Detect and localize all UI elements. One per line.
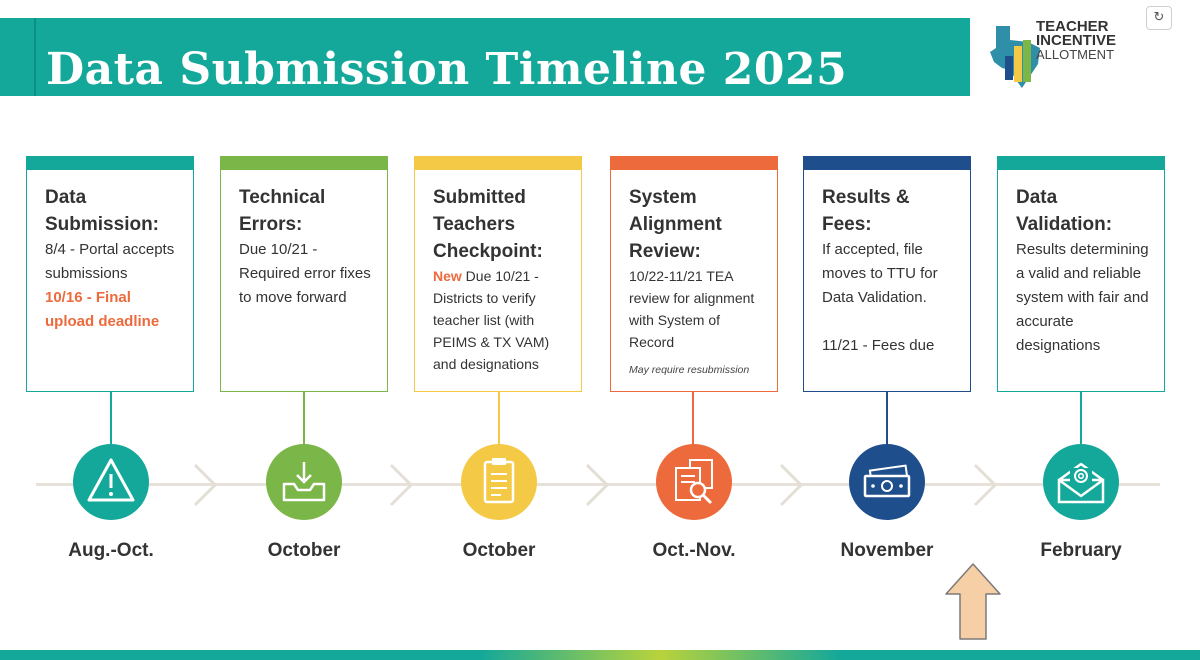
card-highlight: 10/16 - Final upload deadline [45, 289, 160, 330]
logo-text [1036, 20, 1116, 62]
tia-logo [988, 18, 1163, 96]
step-circle-5 [849, 444, 925, 520]
connector-5 [886, 392, 888, 446]
card-results-fees [803, 156, 971, 392]
card-heading: Results & Fees: [822, 187, 910, 235]
card-heading: Data Validation: [1016, 187, 1113, 235]
logo-line-3: ALLOTMENT [1036, 47, 1115, 62]
spacer [822, 310, 960, 334]
banner-edge [34, 18, 36, 96]
card-data-submission [26, 156, 194, 392]
card-text-2: 11/21 - Fees due [822, 337, 935, 354]
step-circle-4 [656, 444, 732, 520]
month-label: Oct.-Nov. [652, 540, 736, 561]
card-text: 10/22-11/21 TEA review for alignment with System of Record [629, 268, 755, 350]
step-circle-6 [1043, 444, 1119, 520]
card-heading: Data Submission: [45, 187, 160, 235]
chevron-right-icon [192, 462, 218, 508]
new-label: New [433, 268, 462, 284]
card-text: Due 10/21 - Required error fixes to move forward [239, 241, 371, 306]
connector-6 [1080, 392, 1082, 446]
month-label: February [1040, 540, 1122, 561]
step-circle-2 [266, 444, 342, 520]
step-circle-3 [461, 444, 537, 520]
refresh-icon: ↻ [1153, 10, 1165, 25]
chevron-right-icon [584, 462, 610, 508]
card-note: May require resubmission [629, 364, 750, 376]
inbox-download-icon [266, 444, 342, 520]
connector-2 [303, 392, 305, 446]
card-heading: Submitted Teachers Checkpoint: [433, 187, 543, 262]
title-banner [0, 18, 970, 96]
bottom-bar [0, 650, 1200, 660]
chevron-right-icon [388, 462, 414, 508]
clipboard-checklist-icon [461, 444, 537, 520]
card-data-validation [997, 156, 1165, 392]
top-strip [0, 0, 1200, 18]
up-arrow-icon [944, 562, 1002, 642]
document-search-icon [656, 444, 732, 520]
connector-3 [498, 392, 500, 446]
logo-line-1: TEACHER [1036, 18, 1109, 35]
card-text: Results determining a valid and reliable system with fair and accurate designations [1016, 241, 1149, 354]
month-label: November [840, 540, 934, 561]
card-heading: Technical Errors: [239, 187, 326, 235]
card-text [433, 265, 571, 375]
connector-4 [692, 392, 694, 446]
card-submitted-teachers-checkpoint [414, 156, 582, 392]
warning-icon [73, 444, 149, 520]
step-circle-1 [73, 444, 149, 520]
card-text: If accepted, file moves to TTU for Data Validation. [822, 241, 938, 306]
connector-1 [110, 392, 112, 446]
page-title: Data Submission Timeline 2025 [46, 44, 848, 95]
email-at-icon [1043, 444, 1119, 520]
money-bills-icon [849, 444, 925, 520]
card-text-body: Due 10/21 - Districts to verify teacher list (with PEIMS & TX VAM) and designations [433, 268, 550, 372]
month-label: October [462, 540, 536, 561]
logo-line-2: INCENTIVE [1036, 32, 1117, 49]
month-label: October [267, 540, 341, 561]
chevron-right-icon [778, 462, 804, 508]
card-system-alignment-review [610, 156, 778, 392]
refresh-button[interactable] [1146, 6, 1172, 30]
card-technical-errors [220, 156, 388, 392]
card-heading: System Alignment Review: [629, 187, 722, 262]
month-label: Aug.-Oct. [68, 540, 154, 561]
card-text: 8/4 - Portal accepts submissions [45, 241, 175, 282]
chevron-right-icon [972, 462, 998, 508]
